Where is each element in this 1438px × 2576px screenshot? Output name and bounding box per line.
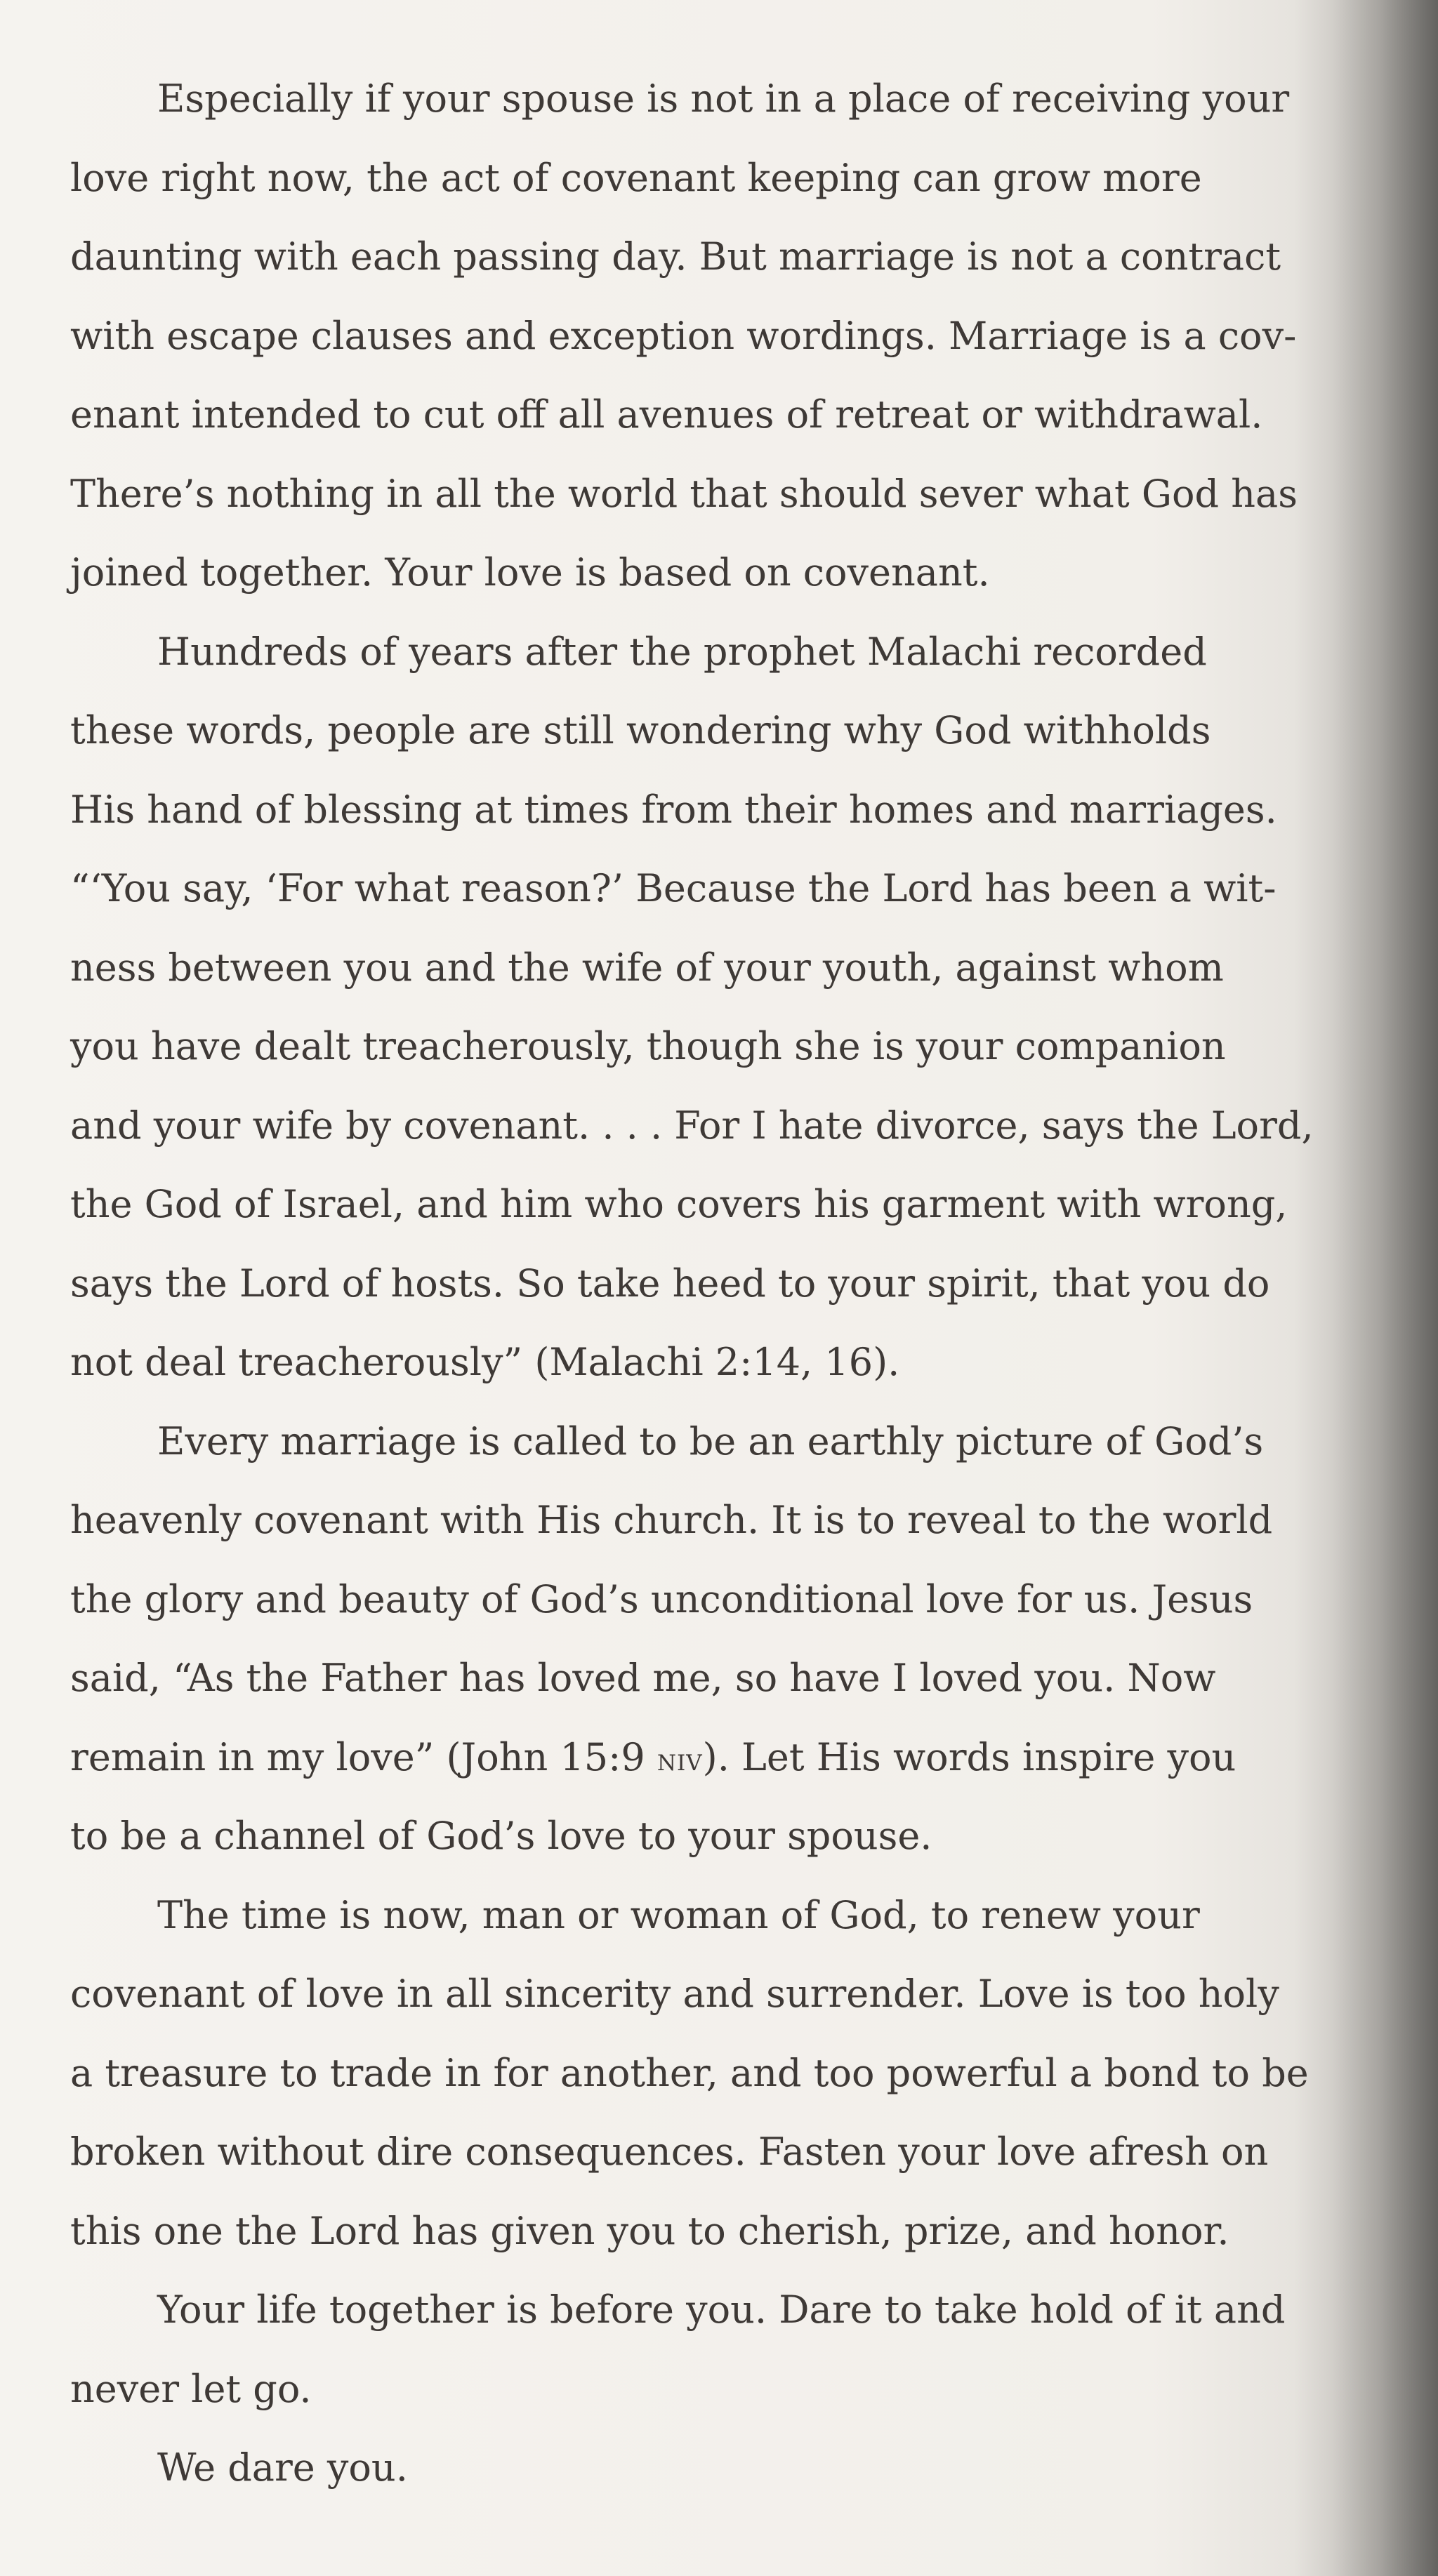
text-line: ness between you and the wife of your youth, against whom (70, 945, 1224, 990)
text-fragment: remain in my love” (John 15:9 (70, 1734, 657, 1779)
text-line: not deal treacherously” (Malachi 2:14, 16). (70, 1340, 900, 1384)
text-line: The time is now, man or woman of God, to renew your (157, 1892, 1200, 1937)
text-line: you have dealt treacherously, though she is your companion (70, 1024, 1226, 1068)
text-line: heavenly covenant with His church. It is to reveal to the world (70, 1498, 1273, 1542)
text-line: said, “As the Father has loved me, so have I loved you. Now (70, 1656, 1216, 1700)
text-line: There’s nothing in all the world that should sever what God has (70, 471, 1298, 516)
text-line: the God of Israel, and him who covers his garment with wrong, (70, 1182, 1288, 1226)
text-line: Your life together is before you. Dare to take hold of it and (157, 2288, 1286, 2332)
text-line: a treasure to trade in for another, and too powerful a bond to be (70, 2050, 1309, 2095)
page-body-text (70, 60, 1383, 2508)
text-line: broken without dire consequences. Fasten your love afresh on (70, 2130, 1269, 2174)
text-line: covenant of love in all sincerity and surrender. Love is too holy (70, 1972, 1279, 2016)
text-fragment: ). Let His words inspire you (702, 1734, 1236, 1779)
text-line: Every marriage is called to be an earthly picture of God’s (157, 1419, 1264, 1463)
bible-version-abbrev: niv (657, 1741, 703, 1778)
text-line: this one the Lord has given you to cherish, prize, and honor. (70, 2208, 1229, 2253)
text-line: the glory and beauty of God’s unconditional love for us. Jesus (70, 1576, 1253, 1621)
text-line: never let go. (70, 2366, 312, 2411)
text-line: joined together. Your love is based on covenant. (70, 550, 990, 595)
text-line: love right now, the act of covenant keeping can grow more (70, 155, 1202, 200)
text-line: with escape clauses and exception wordings. Marriage is a cov- (70, 313, 1297, 358)
text-line: Especially if your spouse is not in a place of receiving your (157, 77, 1290, 121)
text-line: His hand of blessing at times from their homes and marriages. (70, 787, 1277, 832)
text-line: Hundreds of years after the prophet Malachi recorded (157, 629, 1207, 674)
text-line: We dare you. (157, 2445, 408, 2490)
text-line: enant intended to cut off all avenues of retreat or withdrawal. (70, 392, 1263, 437)
text-line: “‘You say, ‘For what reason?’ Because the Lord has been a wit- (70, 866, 1277, 910)
text-line: to be a channel of God’s love to your spouse. (70, 1814, 932, 1858)
text-line: these words, people are still wondering why God withholds (70, 708, 1211, 752)
text-line: says the Lord of hosts. So take heed to your spirit, that you do (70, 1261, 1270, 1306)
text-line-with-version (70, 1718, 1383, 1798)
text-line: daunting with each passing day. But marriage is not a contract (70, 234, 1281, 279)
text-line: and your wife by covenant. . . . For I hate divorce, says the Lord, (70, 1103, 1314, 1148)
